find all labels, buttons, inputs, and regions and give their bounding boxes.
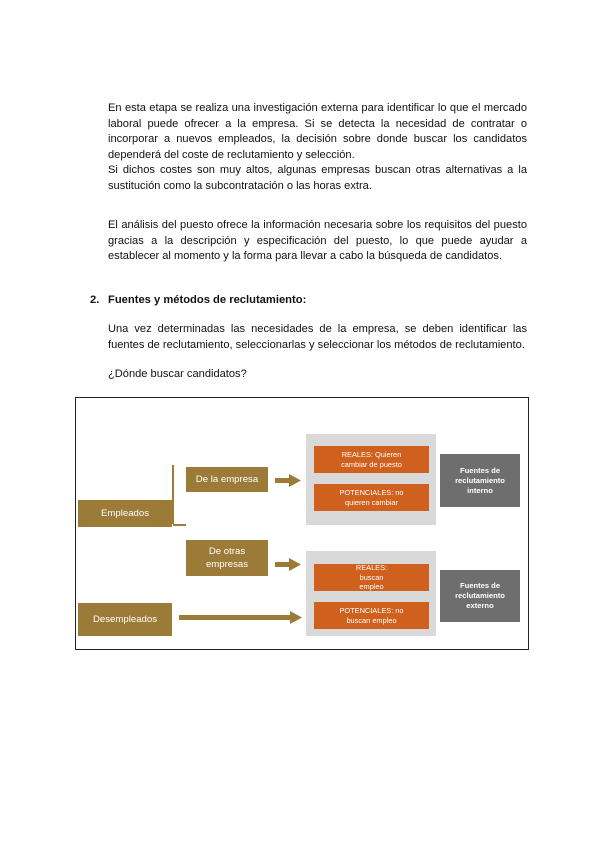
- section-heading: [90, 294, 306, 306]
- reales-externos-box: REALES: buscan empleo: [314, 564, 429, 591]
- fuentes-internas-box: Fuentes de reclutamiento interno: [440, 454, 520, 507]
- arrow-de-otras-empresas: [275, 558, 301, 571]
- arrow-desempleados: [179, 611, 302, 624]
- empleados-box: Empleados: [78, 500, 172, 527]
- de-la-empresa-box: De la empresa: [186, 467, 268, 492]
- section-title: Fuentes y métodos de reclutamiento:: [108, 294, 307, 306]
- reales-internos-box: REALES: Quieren cambiar de puesto: [314, 446, 429, 473]
- paragraph-costes: Si dichos costes son muy altos, algunas empresas buscan otras alternativas a la sustitución como la subcontratación o las horas extra.: [108, 164, 527, 192]
- fuentes-externas-box: Fuentes de reclutamiento externo: [440, 570, 520, 622]
- question-text: ¿Dónde buscar candidatos?: [108, 368, 247, 380]
- paragraph-analisis-puesto: El análisis del puesto ofrece la información necesaria sobre los requisitos del puesto gracias a la descripción y especificación del puesto, lo que puede ayudar a establecer al momento y la forma para llevar a cabo la búsqueda de candidatos.: [108, 219, 527, 262]
- potenciales-externos-box: POTENCIALES: no buscan empleo: [314, 602, 429, 629]
- recruitment-sources-diagram: [75, 397, 529, 650]
- desempleados-box: Desempleados: [78, 603, 172, 636]
- paragraph-investigacion: En esta etapa se realiza una investigación externa para identificar lo que el mercado laboral puede ofrecer a la empresa. Si se detecta la necesidad de contratar o incorporar a nuevos empleados, la decisión sobre donde buscar los candidatos dependerá del coste de reclutamiento y selección.: [108, 102, 527, 161]
- arrow-de-la-empresa: [275, 474, 301, 487]
- section-number: 2.: [90, 294, 100, 306]
- de-otras-empresas-box: De otras empresas: [186, 540, 268, 576]
- potenciales-internos-box: POTENCIALES: no quieren cambiar: [314, 484, 429, 511]
- paragraph-fuentes: Una vez determinadas las necesidades de la empresa, se deben identificar las fuentes de reclutamiento, seleccionarlas y seleccionar los métodos de reclutamiento.: [108, 323, 527, 351]
